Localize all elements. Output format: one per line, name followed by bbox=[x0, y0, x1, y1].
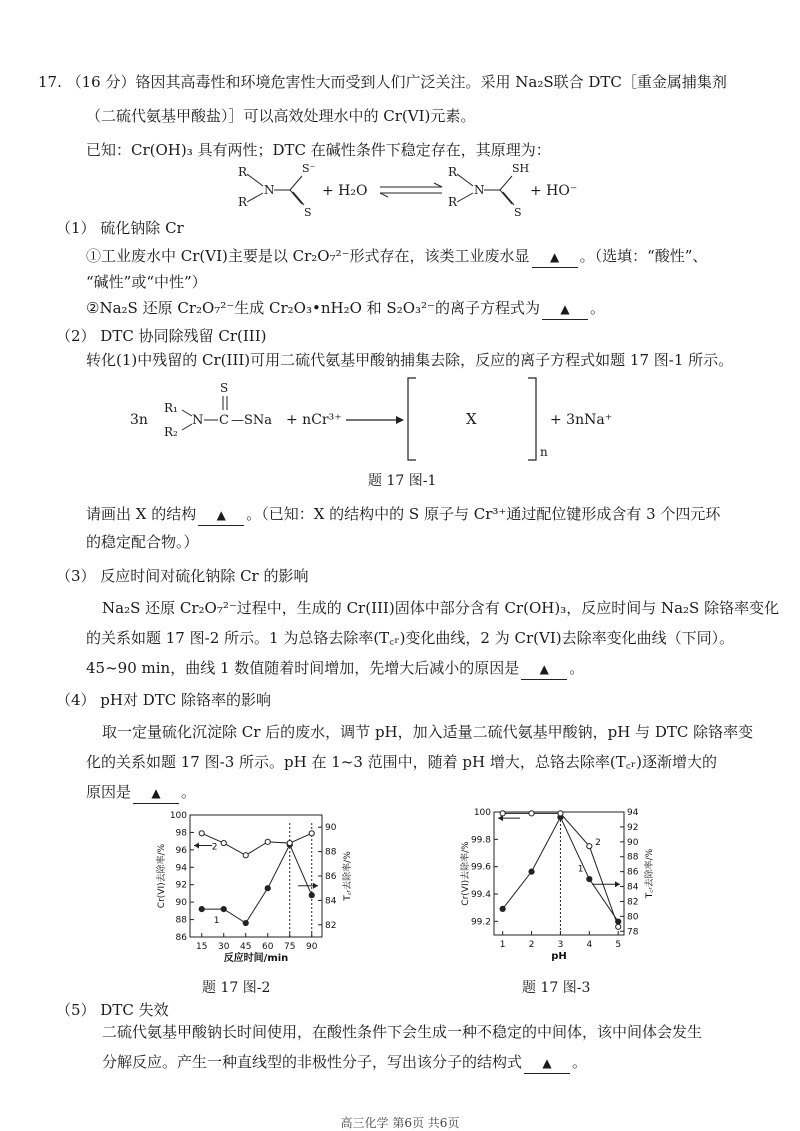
part2-q-note: 。（已知：X 的结构中的 S 原子与 Cr³⁺通过配位键形成含有 3 个四元环 bbox=[246, 505, 721, 523]
y-right-tick-label: 92 bbox=[627, 822, 639, 833]
answer-blank-3[interactable] bbox=[198, 504, 244, 526]
part3-line-3 bbox=[86, 658, 584, 680]
series-2-point bbox=[309, 831, 314, 836]
part3-q-end: 。 bbox=[569, 659, 585, 677]
series-1-point bbox=[587, 876, 592, 881]
part4-line-1: 取一定量硫化沉淀除 Cr 后的废水，调节 pH，加入适量二硫代氨基甲酸钠，pH 与 DTC 除铬率变 bbox=[102, 723, 754, 741]
answer-blank-1[interactable] bbox=[532, 246, 578, 268]
known-condition: 已知：Cr(OH)₃ 具有两性；DTC 在碱性条件下稳定存在，其原理为： bbox=[86, 141, 551, 159]
y-left-tick-label: 99.2 bbox=[470, 917, 491, 928]
series-2-point bbox=[221, 840, 226, 845]
answer-blank-6[interactable] bbox=[524, 1052, 570, 1074]
y-left-tick-label: 90 bbox=[175, 898, 187, 909]
part1-q1-options-cont: “碱性”或“中性”） bbox=[86, 273, 207, 291]
eq-r-bot-2: R bbox=[448, 195, 458, 209]
series-2-point bbox=[558, 811, 563, 816]
y-left-tick-label: 96 bbox=[175, 845, 187, 856]
eq-s-left: S bbox=[304, 206, 312, 219]
eq1-s: S bbox=[220, 381, 229, 395]
y-right-tick-label: 82 bbox=[627, 897, 639, 908]
y-left-tick-label: 94 bbox=[175, 863, 187, 874]
plot-frame bbox=[494, 812, 624, 935]
answer-mark: ▲ bbox=[560, 302, 570, 316]
fig17-2-caption: 题 17 图-2 bbox=[202, 980, 271, 996]
y-left-axis-label: Cr(VI)去除率/% bbox=[461, 841, 471, 906]
eq1-plus-cr: + nCr³⁺ bbox=[286, 412, 342, 428]
series-1-point bbox=[243, 920, 248, 925]
y-right-tick-label: 84 bbox=[325, 896, 337, 907]
eq1-r1: R₁ bbox=[164, 401, 178, 415]
eq-s-right: S bbox=[514, 206, 522, 219]
x-tick-label: 75 bbox=[284, 942, 296, 952]
y-left-tick-label: 92 bbox=[175, 880, 187, 891]
y-left-tick-label: 88 bbox=[175, 915, 187, 926]
series-1-line bbox=[202, 845, 312, 923]
part2-question bbox=[86, 504, 720, 526]
fig17-1-equation bbox=[126, 374, 646, 466]
part4-title: （4） pH对 DTC 除铬率的影响 bbox=[56, 691, 272, 709]
y-right-tick-label: 94 bbox=[627, 808, 639, 818]
eq-plus-water: + H₂O bbox=[322, 183, 368, 199]
y-right-tick-label: 82 bbox=[325, 920, 337, 931]
eq1-coef: 3n bbox=[130, 412, 148, 428]
part4-q-end: 。 bbox=[181, 783, 197, 801]
y-right-axis-label: T꜀ᵣ去除率/% bbox=[343, 851, 353, 901]
y-left-tick-label: 98 bbox=[175, 828, 187, 839]
part2-title: （2） DTC 协同除残留 Cr(III) bbox=[56, 327, 267, 345]
y-left-tick-label: 86 bbox=[175, 933, 187, 943]
dtc-equilibrium bbox=[230, 160, 590, 220]
series-2-point bbox=[500, 811, 505, 816]
part1-q2-text: ②Na₂S 还原 Cr₂O₇²⁻生成 Cr₂O₃•nH₂O 和 S₂O₃²⁻的离子方程式为 bbox=[86, 299, 540, 317]
x-tick-label: 1 bbox=[499, 940, 506, 950]
left-axis-arrowhead bbox=[194, 843, 199, 849]
x-axis-label: pH bbox=[551, 951, 567, 962]
left-axis-arrowhead bbox=[498, 815, 503, 821]
part1-q1-text: ①工业废水中 Cr(VI)主要是以 Cr₂O₇²⁻形式存在，该类工业废水显 bbox=[86, 247, 530, 265]
answer-blank-5[interactable] bbox=[133, 782, 179, 804]
y-right-tick-label: 84 bbox=[627, 882, 639, 893]
part1-q1-options: 。（选填：“酸性”、 bbox=[579, 247, 708, 265]
eq-s-minus: S⁻ bbox=[302, 162, 316, 175]
question-line-2: （二硫代氨基甲酸盐）］可以高效处理水中的 Cr(VI)元素。 bbox=[86, 107, 476, 125]
part3-line-2: 的关系如题 17 图-2 所示。1 为总铬去除率(T꜀ᵣ)变化曲线，2 为 Cr(VI)去除率变化曲线（下同）。 bbox=[86, 629, 735, 647]
part2-q-note-cont: 的稳定配合物。） bbox=[86, 533, 199, 551]
series-1-label: 1 bbox=[213, 916, 220, 927]
series-2-label: 2 bbox=[211, 842, 218, 853]
part4-line-3 bbox=[86, 782, 196, 804]
eq-r-top: R bbox=[238, 165, 248, 179]
eq1-c: C bbox=[219, 413, 229, 428]
series-1-label: 1 bbox=[577, 864, 584, 875]
x-tick-label: 3 bbox=[557, 940, 564, 950]
series-2-line bbox=[202, 833, 312, 855]
series-1-point bbox=[529, 869, 534, 874]
eq1-sub-n: n bbox=[540, 445, 548, 459]
series-1-point bbox=[265, 886, 270, 891]
y-right-axis-label: T꜀ᵣ去除率/% bbox=[645, 848, 655, 899]
part2-q-text: 请画出 X 的结构 bbox=[86, 505, 197, 523]
y-right-tick-label: 90 bbox=[627, 837, 639, 848]
y-right-tick-label: 86 bbox=[627, 867, 639, 878]
x-tick-label: 2 bbox=[528, 940, 535, 950]
series-2-point bbox=[287, 840, 292, 845]
eq-sh: SH bbox=[512, 162, 530, 175]
page-footer: 高三化学 第6页 共6页 bbox=[340, 1116, 460, 1130]
answer-mark: ▲ bbox=[542, 1056, 552, 1070]
eq-r-bot: R bbox=[238, 195, 248, 209]
question-line-1: 17. （16 分）铬因其高毒性和环境危害性大而受到人们广泛关注。采用 Na₂S联合 DTC［重金属捕集剂 bbox=[38, 73, 727, 91]
series-1-point bbox=[221, 907, 226, 912]
part2-desc: 转化(1)中残留的 Cr(III)可用二硫代氨基甲酸钠捕集去除，反应的离子方程式如题 17 图-1 所示。 bbox=[86, 351, 734, 369]
part5-q-end: 。 bbox=[572, 1053, 588, 1071]
eq-n-right: N bbox=[474, 183, 485, 197]
part1-q2-end: 。 bbox=[589, 299, 605, 317]
series-2-point bbox=[243, 853, 248, 858]
part1-q1 bbox=[86, 246, 707, 268]
series-2-point bbox=[616, 924, 621, 929]
part5-q-text: 分解反应。产生一种直线型的非极性分子，写出该分子的结构式 bbox=[102, 1053, 523, 1071]
eq-n-left: N bbox=[264, 183, 275, 197]
part3-title: （3） 反应时间对硫化钠除 Cr 的影响 bbox=[56, 567, 309, 585]
x-tick-label: 5 bbox=[615, 940, 622, 950]
series-2-point bbox=[265, 839, 270, 844]
answer-blank-4[interactable] bbox=[521, 658, 567, 680]
fig17-3-caption: 题 17 图-3 bbox=[522, 980, 591, 996]
answer-mark: ▲ bbox=[549, 250, 560, 264]
series-1-point bbox=[309, 893, 314, 898]
y-right-tick-label: 90 bbox=[325, 823, 337, 834]
eq-r-top-2: R bbox=[448, 165, 458, 179]
answer-mark: ▲ bbox=[151, 786, 161, 800]
eq-plus-ho: + HO⁻ bbox=[530, 183, 578, 199]
y-right-tick-label: 88 bbox=[325, 847, 337, 858]
series-1-point bbox=[199, 907, 204, 912]
x-tick-label: 4 bbox=[586, 940, 593, 950]
y-left-tick-label: 99.8 bbox=[470, 835, 491, 846]
answer-mark: ▲ bbox=[539, 662, 549, 676]
y-left-tick-label: 99.4 bbox=[470, 890, 491, 900]
right-axis-arrowhead bbox=[615, 881, 620, 887]
y-left-tick-label: 100 bbox=[473, 808, 491, 818]
series-2-point bbox=[199, 831, 204, 836]
part5-line-1: 二硫代氨基甲酸钠长时间使用，在酸性条件下会生成一种不稳定的中间体，该中间体会发生 bbox=[102, 1023, 703, 1041]
y-right-tick-label: 88 bbox=[627, 852, 639, 863]
eq1-plus-na: + 3nNa⁺ bbox=[550, 412, 613, 428]
part3-q-text: 45~90 min，曲线 1 数值随着时间增加，先增大后减小的原因是 bbox=[86, 659, 520, 677]
x-tick-label: 15 bbox=[196, 942, 208, 952]
part4-line-2: 化的关系如题 17 图-3 所示。pH 在 1~3 范围中，随着 pH 增大，总铬去除率(T꜀ᵣ)逐渐增大的 bbox=[86, 753, 717, 771]
y-left-tick-label: 100 bbox=[169, 811, 187, 821]
x-axis-label: 反应时间/min bbox=[223, 953, 289, 964]
y-right-tick-label: 86 bbox=[325, 872, 337, 882]
eq1-sna: —SNa bbox=[231, 413, 273, 428]
part1-q2 bbox=[86, 298, 605, 320]
part5-title: （5） DTC 失效 bbox=[56, 1001, 169, 1019]
x-tick-label: 90 bbox=[306, 942, 318, 952]
series-2-point bbox=[529, 811, 534, 816]
part5-line-2 bbox=[102, 1052, 587, 1074]
x-tick-label: 30 bbox=[218, 942, 230, 952]
x-tick-label: 60 bbox=[262, 942, 274, 952]
x-tick-label: 45 bbox=[240, 942, 252, 952]
series-2-label: 2 bbox=[595, 837, 601, 848]
y-left-axis-label: Cr(VI)去除率/% bbox=[157, 843, 167, 909]
plot-frame bbox=[190, 815, 322, 937]
series-1-point bbox=[500, 906, 505, 911]
part3-line-1: Na₂S 还原 Cr₂O₇²⁻过程中，生成的 Cr(III)固体中部分含有 Cr(OH)₃，反应时间与 Na₂S 除铬率变化 bbox=[102, 599, 780, 617]
answer-blank-2[interactable] bbox=[542, 298, 588, 320]
part4-q-text: 原因是 bbox=[86, 783, 132, 801]
y-right-tick-label: 78 bbox=[627, 927, 639, 938]
answer-mark: ▲ bbox=[216, 508, 226, 522]
part1-title: （1） 硫化钠除 Cr bbox=[56, 219, 184, 237]
eq1-x: X bbox=[466, 410, 477, 428]
y-left-tick-label: 99.6 bbox=[470, 862, 491, 873]
y-right-tick-label: 80 bbox=[627, 912, 639, 923]
eq1-n: N bbox=[192, 413, 204, 428]
fig17-1-caption: 题 17 图-1 bbox=[368, 473, 437, 489]
eq1-r2: R₂ bbox=[164, 425, 178, 439]
fig17-3-chart bbox=[438, 800, 678, 965]
fig17-2-chart bbox=[140, 805, 380, 965]
right-axis-arrowhead bbox=[313, 883, 318, 889]
series-2-point bbox=[587, 844, 592, 849]
